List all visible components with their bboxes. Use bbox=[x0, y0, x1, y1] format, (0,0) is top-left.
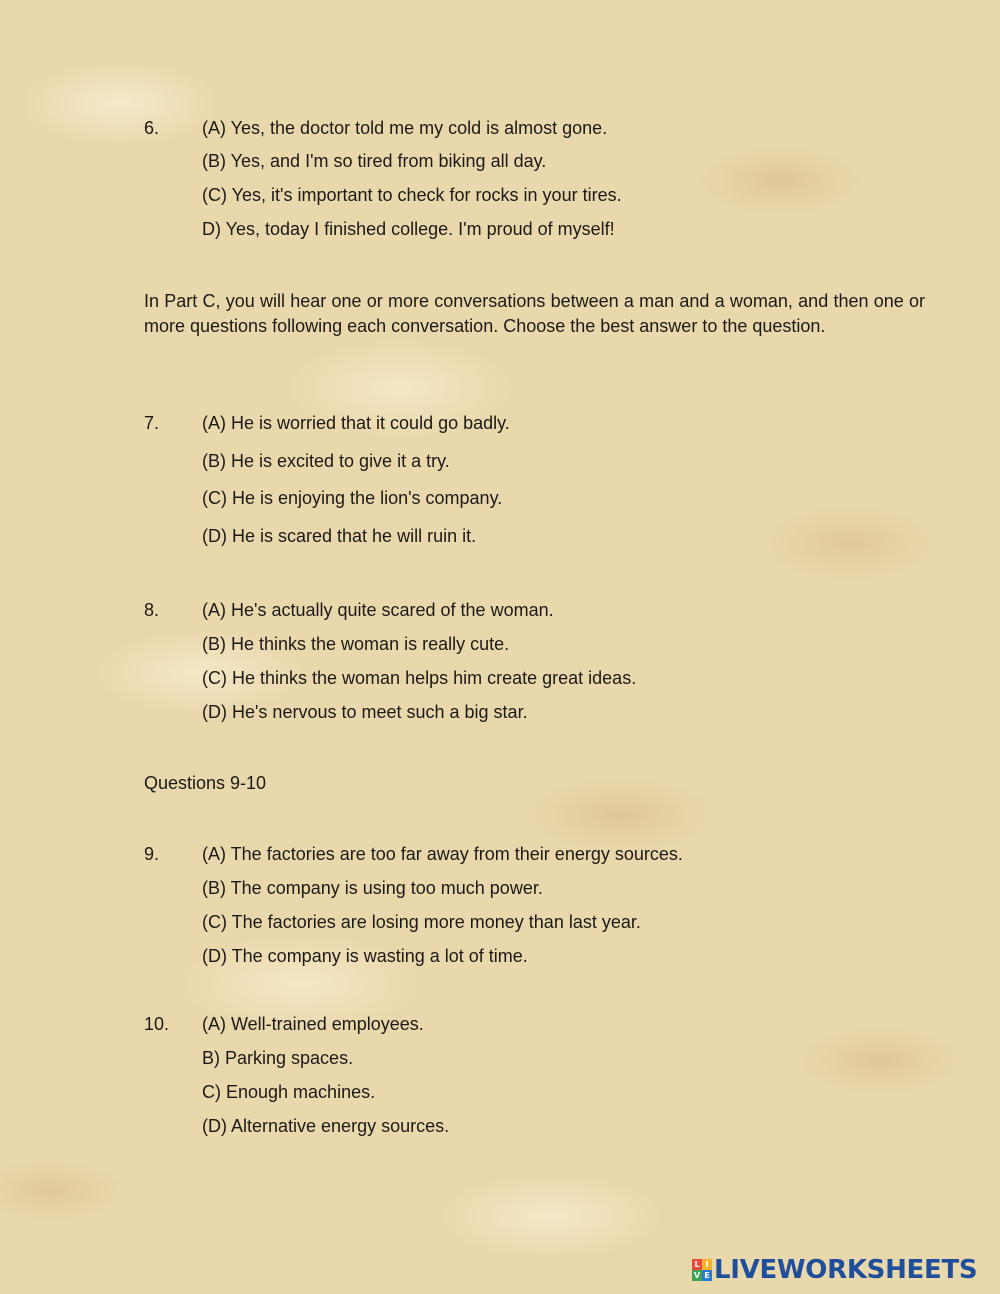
answer-option-b: (B) He is excited to give it a try. bbox=[202, 451, 450, 471]
liveworksheets-logo bbox=[692, 1255, 977, 1285]
answer-option-b: (B) The company is using too much power. bbox=[202, 878, 543, 898]
answer-option-d: (D) He's nervous to meet such a big star. bbox=[202, 702, 528, 722]
answer-option-c: C) Enough machines. bbox=[202, 1082, 376, 1102]
answer-option-d: (D) The company is wasting a lot of time. bbox=[202, 946, 528, 966]
question-number: 9. bbox=[144, 844, 160, 864]
answer-option-a: (A) Well-trained employees. bbox=[202, 1014, 424, 1034]
answer-option-a: (A) He is worried that it could go badly. bbox=[202, 413, 510, 433]
answer-option-c: (C) Yes, it's important to check for rocks in your tires. bbox=[202, 185, 622, 205]
live-blocks-icon bbox=[692, 1259, 712, 1281]
answer-option-a: (A) Yes, the doctor told me my cold is almost gone. bbox=[202, 118, 608, 138]
question-number: 7. bbox=[144, 413, 160, 433]
answer-option-b: (B) He thinks the woman is really cute. bbox=[202, 634, 510, 654]
question-number: 6. bbox=[144, 118, 160, 138]
answer-option-a: (A) The factories are too far away from their energy sources. bbox=[202, 844, 683, 864]
answer-option-a: (A) He's actually quite scared of the woman. bbox=[202, 600, 554, 620]
question-number: 8. bbox=[144, 600, 160, 620]
answer-option-d: (D) Alternative energy sources. bbox=[202, 1116, 450, 1136]
answer-option-b: B) Parking spaces. bbox=[202, 1048, 354, 1068]
logo-text: LIVEWORKSHEETS bbox=[714, 1255, 978, 1285]
answer-option-c: (C) The factories are losing more money than last year. bbox=[202, 912, 641, 932]
answer-option-d: (D) He is scared that he will ruin it. bbox=[202, 526, 477, 546]
answer-option-c: (C) He is enjoying the lion's company. bbox=[202, 488, 503, 508]
logo-block: L bbox=[692, 1259, 702, 1270]
part-c-instructions: In Part C, you will hear one or more conversations between a man and a woman, and then one or more questions following each conversation. Choose the best answer to the question. bbox=[144, 291, 925, 336]
answer-option-c: (C) He thinks the woman helps him create great ideas. bbox=[202, 668, 637, 688]
question-number: 10. bbox=[144, 1014, 170, 1034]
logo-block: E bbox=[702, 1270, 712, 1281]
answer-option-b: (B) Yes, and I'm so tired from biking all day. bbox=[202, 151, 547, 171]
logo-block: V bbox=[693, 1271, 701, 1280]
questions-heading: Questions 9-10 bbox=[144, 773, 267, 793]
answer-option-d: D) Yes, today I finished college. I'm proud of myself! bbox=[202, 219, 615, 239]
logo-block: I bbox=[702, 1259, 712, 1270]
